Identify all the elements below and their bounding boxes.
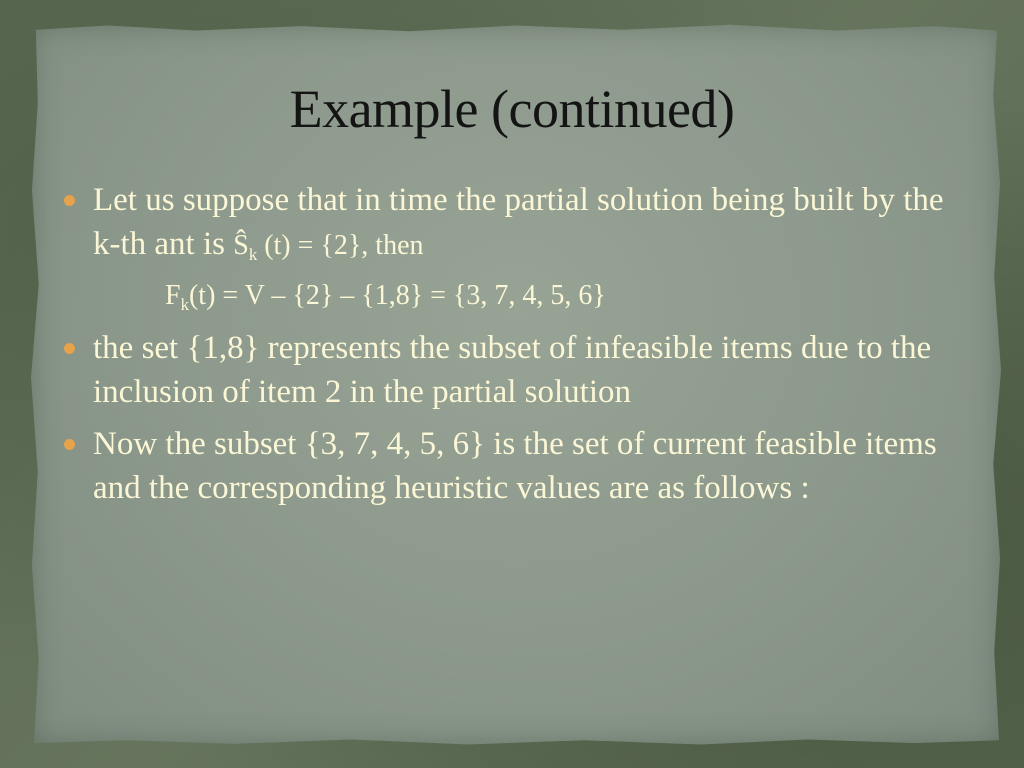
s-subscript: k [248,244,258,264]
bullet-item [60,422,950,510]
bullet-text-tail: (t) = {2}, then [257,230,424,261]
formula-line [60,276,950,316]
formula-rhs: (t) = V – {2} – {1,8} = {3, 7, 4, 5, 6} [188,280,606,311]
bullet-item [60,326,950,414]
bullet-item [60,178,950,268]
bullet-text: Let us suppose that in time the partial solution being built by the k-th ant is [93,182,944,262]
bullet-dot-icon [64,439,75,450]
bullet-text: Now the subset {3, 7, 4, 5, 6} is the set of current feasible items and the corresponding heuristic values are as follows : [93,426,937,506]
bullet-dot-icon [64,195,75,206]
formula-subscript: k [180,294,189,314]
s-hat-symbol: Ŝ [233,230,249,261]
slide-content [60,178,950,518]
formula-lhs: F [165,280,181,311]
bullet-dot-icon [64,343,75,354]
slide-title: Example (continued) [289,79,735,139]
bullet-text: the set {1,8} represents the subset of infeasible items due to the inclusion of item 2 in the partial solution [93,330,932,410]
